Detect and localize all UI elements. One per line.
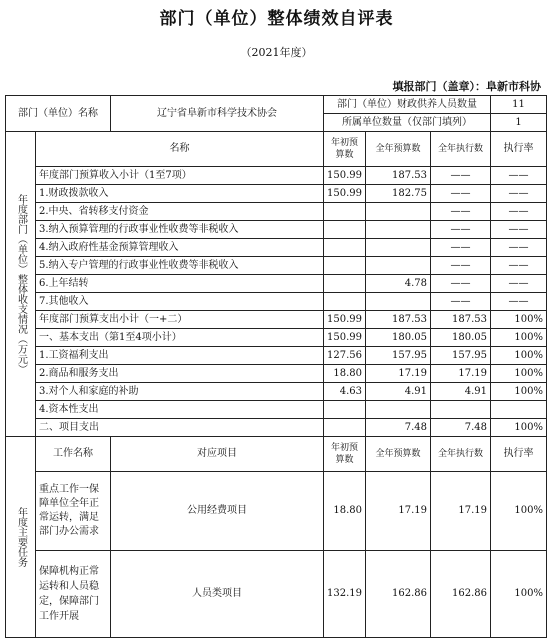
task-rate: 100%: [491, 551, 547, 638]
budget-row: [6, 347, 547, 365]
budget-row-rate: 100%: [491, 329, 547, 347]
budget-row-rate: 100%: [491, 347, 547, 365]
budget-row-executed: ——: [431, 293, 491, 311]
budget-row-name: 二、项目支出: [36, 419, 324, 437]
tasks-col-initial: 年初预算数: [324, 437, 366, 472]
budget-row: [6, 203, 547, 221]
budget-row-initial: 150.99: [324, 185, 366, 203]
tasks-col-executed: 全年执行数: [431, 437, 491, 472]
budget-row-annual: 7.48: [366, 419, 431, 437]
task-initial: 132.19: [324, 551, 366, 638]
budget-row-name: 7.其他收入: [36, 293, 324, 311]
budget-row-name: 一、基本支出（第1至4项小计）: [36, 329, 324, 347]
task-row: [6, 472, 547, 551]
budget-row-initial: [324, 275, 366, 293]
budget-row: [6, 221, 547, 239]
budget-row-initial: 4.63: [324, 383, 366, 401]
task-executed: 17.19: [431, 472, 491, 551]
budget-row-annual: [366, 203, 431, 221]
budget-row-initial: [324, 419, 366, 437]
fiscal-staff-label: 部门（单位）财政供养人员数量: [324, 96, 491, 114]
budget-row: [6, 257, 547, 275]
budget-row-rate: [491, 401, 547, 419]
budget-col-annual: 全年预算数: [366, 132, 431, 167]
budget-row-initial: [324, 257, 366, 275]
budget-row: [6, 365, 547, 383]
budget-row-executed: ——: [431, 167, 491, 185]
task-executed: 162.86: [431, 551, 491, 638]
budget-row-initial: [324, 203, 366, 221]
budget-row-initial: [324, 293, 366, 311]
task-project: 人员类项目: [111, 551, 324, 638]
budget-row-rate: ——: [491, 221, 547, 239]
budget-row-initial: 18.80: [324, 365, 366, 383]
budget-row-rate: 100%: [491, 365, 547, 383]
info-row-dept: [6, 96, 547, 114]
budget-header-row: [6, 132, 547, 167]
budget-row: [6, 185, 547, 203]
report-year: （2021年度）: [240, 46, 313, 59]
tasks-col-project: 对应项目: [111, 437, 324, 472]
budget-row-name: 2.中央、省转移支付资金: [36, 203, 324, 221]
budget-row-rate: ——: [491, 167, 547, 185]
budget-row-rate: 100%: [491, 383, 547, 401]
budget-row: [6, 275, 547, 293]
budget-row-name: 1.财政拨款收入: [36, 185, 324, 203]
budget-row-rate: 100%: [491, 419, 547, 437]
budget-row-rate: ——: [491, 203, 547, 221]
fiscal-staff-value: 11: [491, 96, 547, 114]
task-project: 公用经费项目: [111, 472, 324, 551]
budget-row-annual: 182.75: [366, 185, 431, 203]
tasks-col-work: 工作名称: [36, 437, 111, 472]
budget-row-executed: 17.19: [431, 365, 491, 383]
budget-row: [6, 419, 547, 437]
budget-row-annual: [366, 221, 431, 239]
budget-row-initial: [324, 401, 366, 419]
task-row: [6, 551, 547, 638]
tasks-col-annual: 全年预算数: [366, 437, 431, 472]
budget-row-initial: [324, 239, 366, 257]
budget-row-name: 年度部门预算支出小计（一+二）: [36, 311, 324, 329]
task-initial: 18.80: [324, 472, 366, 551]
budget-row-initial: 150.99: [324, 311, 366, 329]
budget-row-executed: ——: [431, 221, 491, 239]
dept-value: 辽宁省阜新市科学技术协会: [111, 96, 324, 132]
budget-row-executed: [431, 401, 491, 419]
budget-row-name: 3.对个人和家庭的补助: [36, 383, 324, 401]
budget-col-rate: 执行率: [491, 132, 547, 167]
budget-row-name: 年度部门预算收入小计（1至7项）: [36, 167, 324, 185]
budget-row-initial: 150.99: [324, 167, 366, 185]
budget-row-executed: ——: [431, 257, 491, 275]
tasks-header-row: [6, 437, 547, 472]
performance-table: [5, 95, 547, 638]
budget-row-rate: ——: [491, 185, 547, 203]
budget-col-initial: 年初预算数: [324, 132, 366, 167]
budget-section-label: 年度部门（单位）整体收支情况（万元）: [6, 132, 36, 437]
budget-row-annual: 180.05: [366, 329, 431, 347]
budget-row-annual: [366, 257, 431, 275]
tasks-section-label: 年度主要任务: [6, 437, 36, 638]
budget-col-executed: 全年执行数: [431, 132, 491, 167]
budget-row-executed: 157.95: [431, 347, 491, 365]
budget-row: [6, 383, 547, 401]
budget-row-executed: ——: [431, 239, 491, 257]
budget-row: [6, 401, 547, 419]
budget-row-name: 5.纳入专户管理的行政事业性收费等非税收入: [36, 257, 324, 275]
budget-row-executed: 187.53: [431, 311, 491, 329]
task-annual: 162.86: [366, 551, 431, 638]
sub-units-value: 1: [491, 114, 547, 132]
budget-row-executed: 4.91: [431, 383, 491, 401]
budget-row: [6, 167, 547, 185]
budget-row-rate: ——: [491, 293, 547, 311]
budget-row-annual: 4.78: [366, 275, 431, 293]
budget-row-annual: [366, 401, 431, 419]
budget-row-initial: 150.99: [324, 329, 366, 347]
task-rate: 100%: [491, 472, 547, 551]
budget-row: [6, 293, 547, 311]
task-annual: 17.19: [366, 472, 431, 551]
budget-row-rate: 100%: [491, 311, 547, 329]
budget-row-initial: [324, 221, 366, 239]
budget-row: [6, 239, 547, 257]
budget-row-annual: [366, 293, 431, 311]
budget-row-rate: ——: [491, 275, 547, 293]
reporting-unit: 填报部门（盖章）：阜新市科协: [392, 80, 541, 93]
budget-row-annual: 187.53: [366, 311, 431, 329]
budget-row-rate: ——: [491, 257, 547, 275]
budget-row: [6, 329, 547, 347]
budget-col-name: 名称: [36, 132, 324, 167]
budget-row-name: 2.商品和服务支出: [36, 365, 324, 383]
budget-row-executed: ——: [431, 203, 491, 221]
budget-row-executed: ——: [431, 185, 491, 203]
dept-label: 部门（单位）名称: [6, 96, 111, 132]
page-title: 部门（单位）整体绩效自评表: [159, 9, 394, 29]
budget-row-annual: 17.19: [366, 365, 431, 383]
task-work-name: 保障机构正常运转和人员稳定，保障部门工作开展: [36, 551, 111, 638]
budget-row-executed: ——: [431, 275, 491, 293]
budget-row-name: 6.上年结转: [36, 275, 324, 293]
tasks-col-rate: 执行率: [491, 437, 547, 472]
budget-row-annual: 4.91: [366, 383, 431, 401]
budget-row-name: 1.工资福利支出: [36, 347, 324, 365]
task-work-name: 重点工作一保障单位全年正常运转，满足部门办公需求: [36, 472, 111, 551]
budget-row-name: 4.资本性支出: [36, 401, 324, 419]
budget-row: [6, 311, 547, 329]
budget-row-annual: 157.95: [366, 347, 431, 365]
budget-row-executed: 7.48: [431, 419, 491, 437]
budget-row-name: 4.纳入政府性基金预算管理收入: [36, 239, 324, 257]
budget-row-rate: ——: [491, 239, 547, 257]
budget-row-executed: 180.05: [431, 329, 491, 347]
sub-units-label: 所属单位数量（仅部门填列）: [324, 114, 491, 132]
budget-row-initial: 127.56: [324, 347, 366, 365]
budget-row-annual: 187.53: [366, 167, 431, 185]
budget-row-annual: [366, 239, 431, 257]
budget-row-name: 3.纳入预算管理的行政事业性收费等非税收入: [36, 221, 324, 239]
